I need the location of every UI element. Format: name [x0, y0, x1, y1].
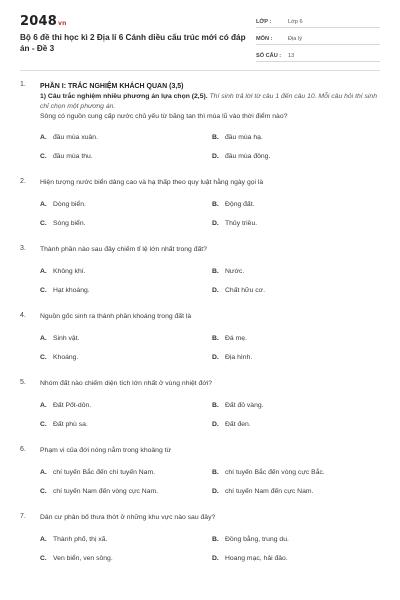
option-text: Hạt khoáng.	[53, 287, 90, 294]
site-logo[interactable]	[20, 14, 67, 29]
meta-value: Địa lý	[288, 35, 302, 42]
option-c[interactable]	[40, 354, 212, 361]
option-text: Khoáng.	[53, 354, 79, 361]
option-c[interactable]	[40, 488, 212, 495]
meta-row-grade	[256, 14, 380, 28]
logo-text: 2048	[20, 14, 57, 29]
option-letter: C.	[40, 287, 47, 294]
option-text: Sinh vật.	[53, 335, 80, 342]
answer-options	[40, 134, 382, 160]
option-letter: A.	[40, 201, 47, 208]
option-letter: B.	[212, 335, 219, 342]
question-6	[20, 446, 382, 495]
option-letter: D.	[212, 287, 219, 294]
option-b[interactable]	[212, 201, 382, 208]
section-instruction	[40, 92, 382, 112]
option-text: đầu mùa đông.	[225, 153, 271, 160]
option-letter: B.	[212, 536, 219, 543]
option-text: Không khí.	[53, 268, 86, 275]
option-a[interactable]	[40, 536, 212, 543]
option-text: Đá mẹ.	[225, 335, 247, 342]
option-letter: B.	[212, 402, 219, 409]
question-number: 1.	[20, 81, 26, 88]
option-text: Hoang mạc, hải đảo.	[225, 555, 288, 562]
option-text: chí tuyến Bắc đến chí tuyến Nam.	[53, 469, 156, 476]
option-a[interactable]	[40, 201, 212, 208]
option-letter: D.	[212, 421, 219, 428]
question-1	[20, 81, 382, 160]
answer-options	[40, 536, 382, 562]
question-3	[20, 245, 382, 294]
meta-row-subject	[256, 31, 380, 45]
option-text: Đất Pốt-dôn.	[53, 402, 92, 409]
question-number: 5.	[20, 379, 26, 386]
option-letter: A.	[40, 268, 47, 275]
option-b[interactable]	[212, 536, 382, 543]
option-letter: A.	[40, 402, 47, 409]
option-d[interactable]	[212, 220, 382, 227]
option-b[interactable]	[212, 469, 382, 476]
option-a[interactable]	[40, 335, 212, 342]
question-text: Nguồn gốc sinh ra thành phần khoáng trong đất là	[40, 313, 192, 320]
section-title: PHẦN I: TRẮC NGHIỆM KHÁCH QUAN (3,5)	[40, 83, 184, 90]
header-divider	[20, 70, 380, 71]
option-letter: D.	[212, 555, 219, 562]
option-d[interactable]	[212, 153, 382, 160]
option-text: Thủy triều.	[225, 220, 258, 227]
answer-options	[40, 201, 382, 227]
exam-meta	[256, 14, 380, 65]
question-text: Sông có nguồn cung cấp nước chủ yếu từ băng tan thì mùa lũ vào thời điểm nào?	[40, 113, 288, 120]
option-d[interactable]	[212, 488, 382, 495]
question-text: Phạm vi của đới nóng nằm trong khoảng từ	[40, 447, 172, 454]
option-d[interactable]	[212, 354, 382, 361]
option-a[interactable]	[40, 469, 212, 476]
question-number: 7.	[20, 513, 26, 520]
answer-options	[40, 268, 382, 294]
option-c[interactable]	[40, 287, 212, 294]
option-letter: B.	[212, 469, 219, 476]
meta-label: SỐ CÂU :	[256, 52, 282, 59]
option-text: đầu mùa thu.	[53, 153, 93, 160]
option-text: đầu mùa xuân.	[53, 134, 98, 141]
option-text: Sóng biển.	[53, 220, 86, 227]
question-text: Nhóm đất nào chiếm diện tích lớn nhất ở vùng nhiệt đới?	[40, 380, 213, 387]
option-letter: C.	[40, 153, 47, 160]
option-text: Ven biển, ven sông.	[53, 555, 113, 562]
option-letter: C.	[40, 555, 47, 562]
option-d[interactable]	[212, 555, 382, 562]
option-letter: B.	[212, 268, 219, 275]
option-letter: C.	[40, 488, 47, 495]
exam-title: Bộ 6 đề thi học kì 2 Địa lí 6 Cánh diều cấu trúc mới có đáp án - Đề 3	[20, 33, 246, 53]
question-text: Thành phần nào sau đây chiếm tỉ lệ lớn nhất trong đất?	[40, 246, 207, 253]
option-d[interactable]	[212, 287, 382, 294]
option-text: chí tuyến Bắc đến vòng cực Bắc.	[225, 469, 325, 476]
option-text: Động đất.	[225, 201, 255, 208]
logo-suffix: vn	[57, 20, 67, 27]
question-list	[20, 81, 382, 580]
option-letter: C.	[40, 354, 47, 361]
option-text: Đất phù sa.	[53, 421, 88, 428]
option-text: Chất hữu cơ.	[225, 287, 265, 294]
option-b[interactable]	[212, 335, 382, 342]
option-b[interactable]	[212, 268, 382, 275]
option-b[interactable]	[212, 402, 382, 409]
question-2	[20, 178, 382, 227]
option-text: Đất đen.	[225, 421, 251, 428]
option-letter: D.	[212, 354, 219, 361]
option-letter: D.	[212, 488, 219, 495]
answer-options	[40, 469, 382, 495]
option-a[interactable]	[40, 134, 212, 141]
question-number: 3.	[20, 245, 26, 252]
option-text: Thành phố, thị xã.	[53, 536, 108, 543]
option-c[interactable]	[40, 421, 212, 428]
option-a[interactable]	[40, 402, 212, 409]
option-text: chí tuyến Nam đến cực Nam.	[225, 488, 314, 495]
question-number: 2.	[20, 178, 26, 185]
option-d[interactable]	[212, 421, 382, 428]
option-letter: B.	[212, 134, 219, 141]
meta-label: MÔN :	[256, 35, 273, 42]
option-text: Dòng biển.	[53, 201, 86, 208]
option-a[interactable]	[40, 268, 212, 275]
option-letter: D.	[212, 153, 219, 160]
option-c[interactable]	[40, 555, 212, 562]
option-text: Đất đỏ vàng.	[225, 402, 264, 409]
meta-label: LỚP :	[256, 18, 272, 25]
question-5	[20, 379, 382, 428]
option-text: đầu mùa hạ.	[225, 134, 263, 141]
question-text: Dân cư phân bố thưa thớt ở những khu vực nào sau đây?	[40, 514, 216, 521]
answer-options	[40, 402, 382, 428]
instruction-bold: 1) Câu trắc nghiệm nhiều phương án lựa chọn (2,5).	[40, 93, 208, 100]
option-letter: A.	[40, 134, 47, 141]
option-c[interactable]	[40, 153, 212, 160]
meta-value: 13	[288, 52, 295, 59]
option-letter: A.	[40, 335, 47, 342]
option-b[interactable]	[212, 134, 382, 141]
option-letter: A.	[40, 469, 47, 476]
option-c[interactable]	[40, 220, 212, 227]
question-number: 4.	[20, 312, 26, 319]
option-text: Nước.	[225, 268, 245, 275]
question-number: 6.	[20, 446, 26, 453]
answer-options	[40, 335, 382, 361]
page-header	[20, 14, 380, 60]
instruction-italic: Thí sinh trả lời từ câu 1 đến câu 10. Mỗi câu hỏi thí sinh chỉ chọn một phương án.	[40, 93, 377, 110]
question-7	[20, 513, 382, 562]
question-4	[20, 312, 382, 361]
question-text: Hiện tượng nước biển dâng cao và hạ thấp theo quy luật hằng ngày gọi là	[40, 179, 264, 186]
option-text: chí tuyến Nam đến vòng cực Nam.	[53, 488, 159, 495]
meta-value: Lớp 6	[288, 18, 303, 25]
option-letter: A.	[40, 536, 47, 543]
option-letter: B.	[212, 201, 219, 208]
option-text: Địa hình.	[225, 354, 253, 361]
meta-row-count	[256, 48, 380, 62]
option-letter: C.	[40, 220, 47, 227]
option-letter: D.	[212, 220, 219, 227]
option-text: Đồng bằng, trung du.	[225, 536, 289, 543]
option-letter: C.	[40, 421, 47, 428]
